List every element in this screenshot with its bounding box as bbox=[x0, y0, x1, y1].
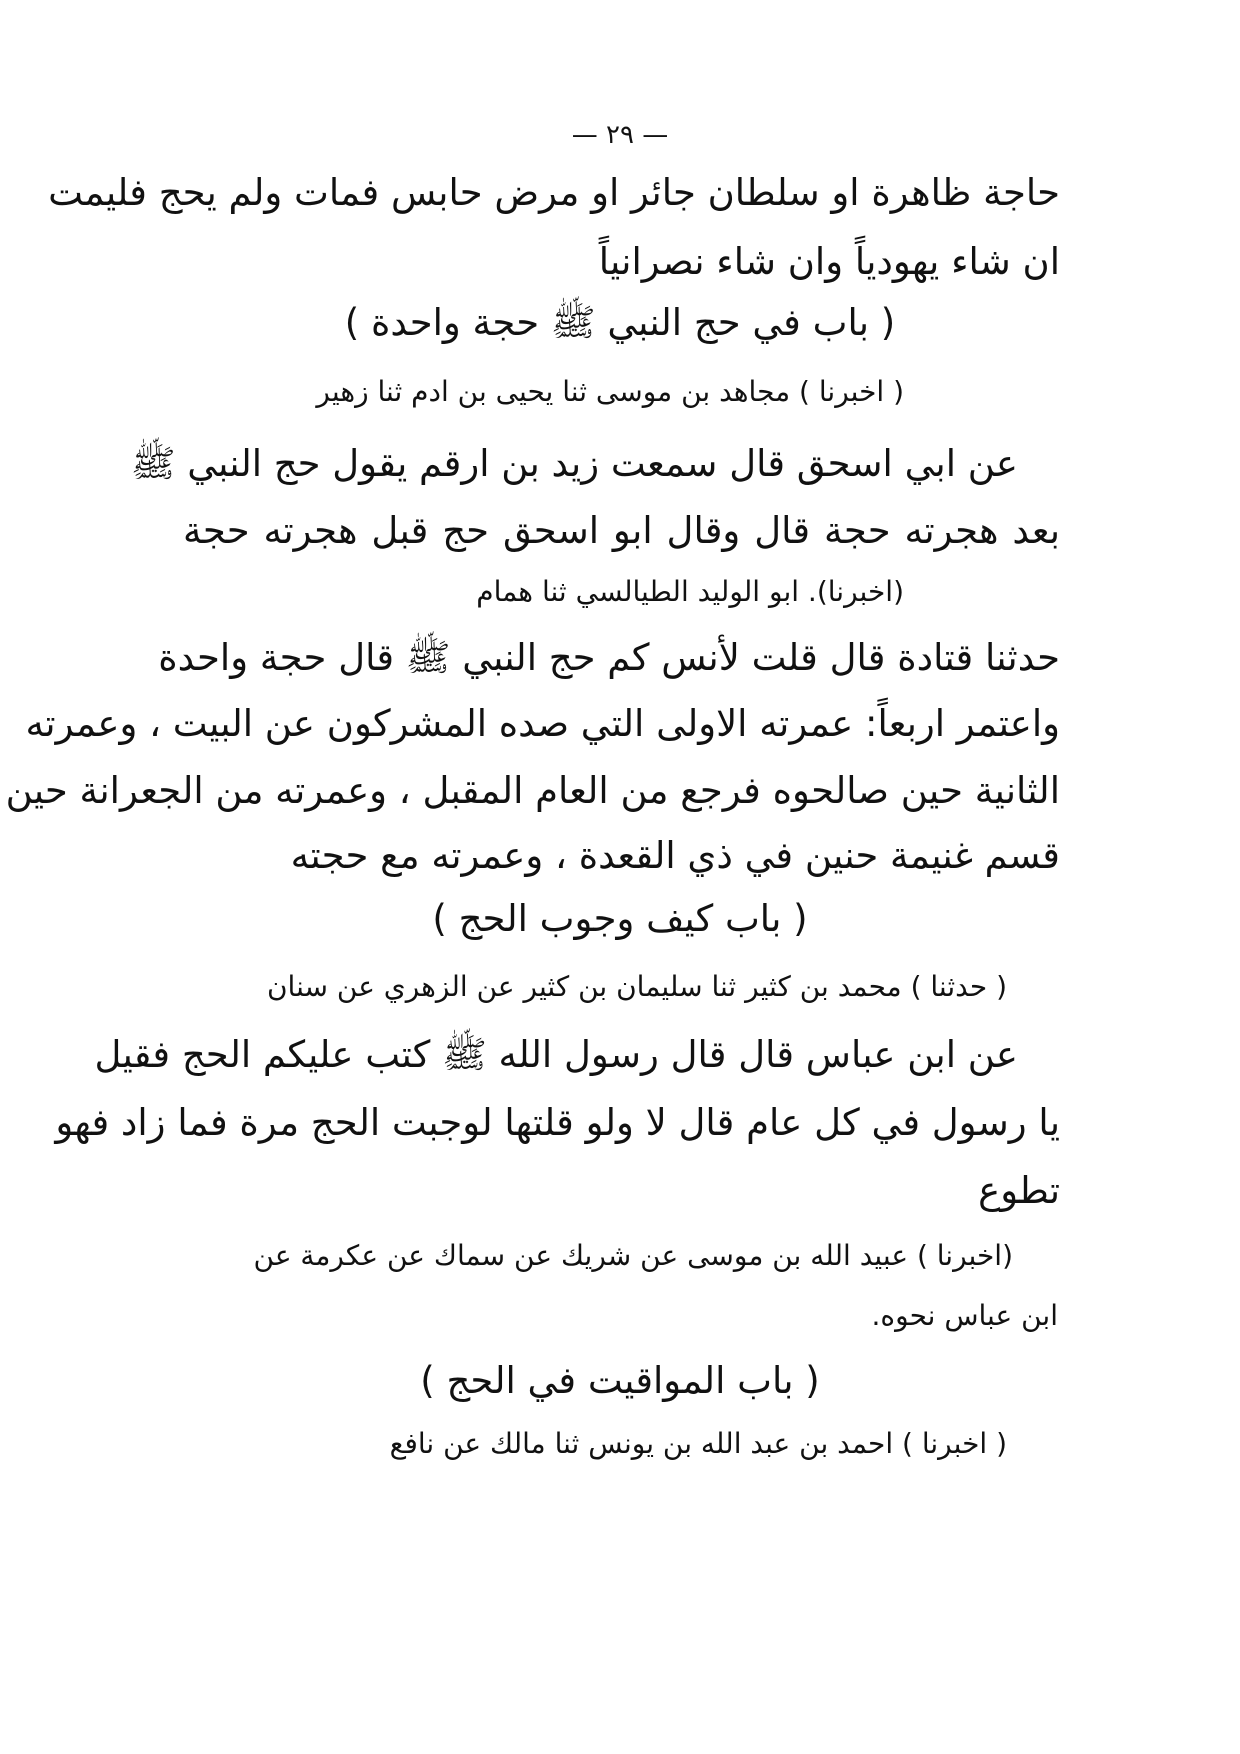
body-line: قسم غنيمة حنين في ذي القعدة ، وعمرته مع حجته bbox=[290, 834, 1060, 877]
isnad-line: ( اخبرنا ) مجاهد بن موسى ثنا يحيى بن ادم ثنا زهير bbox=[316, 375, 904, 408]
section-heading: ( باب كيف وجوب الحج ) bbox=[432, 897, 808, 940]
body-line: تطوع bbox=[978, 1169, 1060, 1212]
body-line: يا رسول في كل عام قال لا ولو قلتها لوجبت الحج مرة فما زاد فهو bbox=[55, 1101, 1060, 1144]
isnad-line: ( اخبرنا ) احمد بن عبد الله بن يونس ثنا مالك عن نافع bbox=[389, 1427, 1007, 1460]
isnad-line: (اخبرنا). ابو الوليد الطيالسي ثنا همام bbox=[476, 575, 904, 608]
page-number: — ٢٩ — bbox=[571, 120, 669, 150]
body-line: عن ابي اسحق قال سمعت زيد بن ارقم يقول حج النبي ﷺ bbox=[130, 442, 1018, 485]
section-heading: ( باب المواقيت في الحج ) bbox=[420, 1359, 820, 1402]
body-line: عن ابن عباس قال قال رسول الله ﷺ كتب عليكم الحج فقيل bbox=[94, 1033, 1018, 1076]
body-line: بعد هجرته حجة قال وقال ابو اسحق حج قبل هجرته حجة bbox=[183, 509, 1060, 552]
isnad-line: (اخبرنا ) عبيد الله بن موسى عن شريك عن سماك عن عكرمة عن bbox=[253, 1239, 1013, 1272]
body-line: حاجة ظاهرة او سلطان جائر او مرض حابس فمات ولم يحج فليمت bbox=[48, 171, 1060, 214]
section-heading: ( باب في حج النبي ﷺ حجة واحدة ) bbox=[344, 301, 896, 344]
body-line: واعتمر اربعاً: عمرته الاولى التي صده المشركون عن البيت ، وعمرته bbox=[25, 702, 1060, 745]
isnad-line: ابن عباس نحوه. bbox=[871, 1299, 1058, 1332]
isnad-line: ( حدثنا ) محمد بن كثير ثنا سليمان بن كثير عن الزهري عن سنان bbox=[266, 970, 1007, 1003]
body-line: الثانية حين صالحوه فرجع من العام المقبل ، وعمرته من الجعرانة حين bbox=[5, 769, 1060, 812]
body-line: ان شاء يهودياً وان شاء نصرانياً bbox=[598, 240, 1060, 283]
body-line: حدثنا قتادة قال قلت لأنس كم حج النبي ﷺ قال حجة واحدة bbox=[158, 636, 1060, 679]
